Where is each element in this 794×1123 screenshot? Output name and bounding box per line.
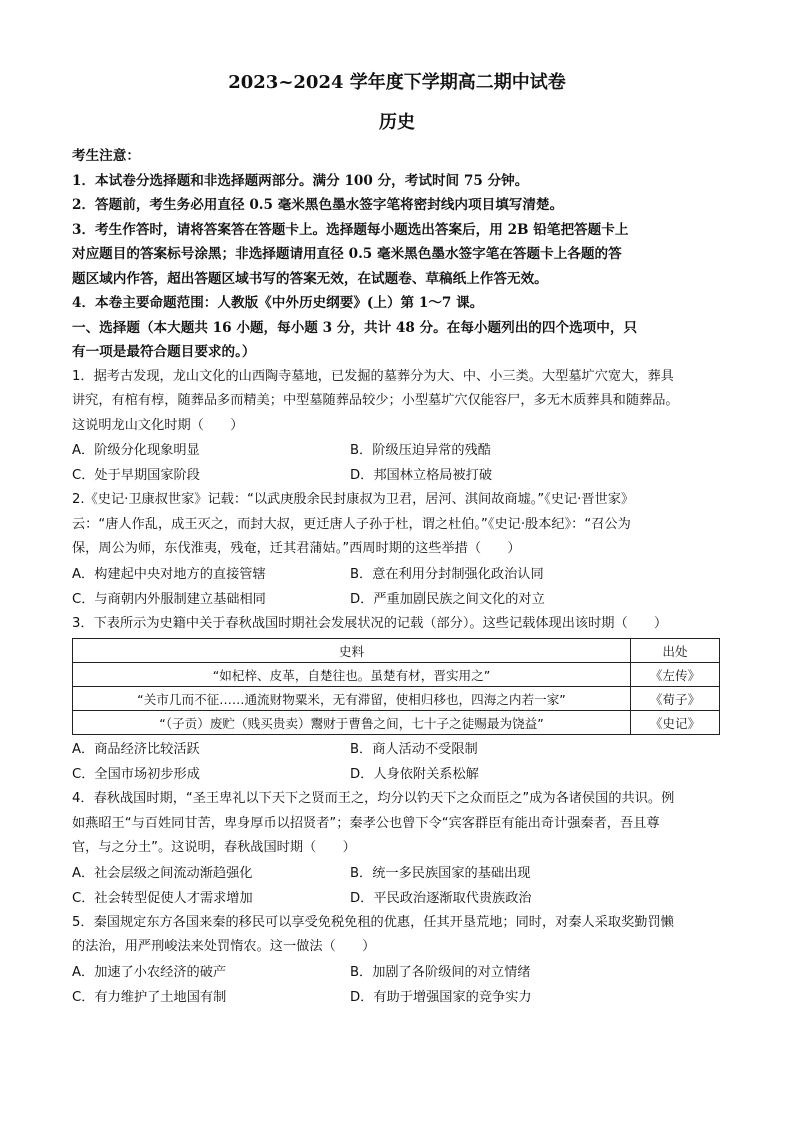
table-header: 史料 <box>73 639 631 663</box>
question-options <box>72 737 722 787</box>
question-2 <box>72 488 722 612</box>
question-5 <box>72 911 722 1010</box>
table-cell: 《史记》 <box>631 711 720 735</box>
table-cell: 《左传》 <box>631 663 720 687</box>
exam-page <box>72 62 722 1010</box>
option-a: A．社会层级之间流动渐趋强化 <box>72 865 253 881</box>
notice-block <box>72 144 722 316</box>
table-row <box>73 663 720 687</box>
notice-line: 3．考生作答时，请将答案答在答题卡上。选择题每小题选出答案后，用 2B 铅笔把答题卡上 <box>72 221 629 238</box>
question-stem-line: 如燕昭王“与百姓同甘苦，卑身厚币以招贤者”；秦孝公也曾下令“宾客群臣有能出奇计强秦者，吾且尊 <box>72 815 660 831</box>
question-options <box>72 960 722 1010</box>
section-heading <box>72 316 722 365</box>
table-row <box>73 687 720 711</box>
notice-line: 对应题目的答案标号涂黑；非选择题请用直径 0.5 毫米黑色墨水签字笔在答题卡上各题的答 <box>72 246 622 262</box>
option-b: B．阶级压迫异常的残酷 <box>350 443 491 458</box>
question-stem-line: 5．秦国规定东方各国来秦的移民可以享受免税免租的优惠，任其开垦荒地；同时，对秦人采取奖勤罚懒 <box>72 914 674 930</box>
notice-line: 4．本卷主要命题范围：人教版《中外历史纲要》(上）第 1～7 课。 <box>72 295 484 311</box>
question-stem-line: 4．春秋战国时期，“圣王卑礼以下天下之贤而王之，均分以钓天下之众而臣之”成为各诸侯国的共识。例 <box>72 791 675 806</box>
option-d: D．邦国林立格局被打破 <box>350 468 493 483</box>
question-3 <box>72 612 722 788</box>
option-a: A．构建起中央对地方的直接管辖 <box>72 566 266 582</box>
question-stem-line: 这说明龙山文化时期（ ） <box>72 417 244 433</box>
option-a: A．阶级分化现象明显 <box>72 443 200 458</box>
table-cell: “关市几而不征……通流财物粟米，无有滞留，使相归移也，四海之内若一家” <box>73 687 631 711</box>
question-4 <box>72 787 722 911</box>
question-stem-line: 官，与之分土”。这说明，春秋战国时期（ ） <box>72 840 356 855</box>
notice-line: 题区域内作答，超出答题区域书写的答案无效，在试题卷、草稿纸上作答无效。 <box>72 270 548 287</box>
subject-title: 历史 <box>379 112 415 133</box>
option-c: C．社会转型促使人才需求增加 <box>72 890 253 906</box>
question-options <box>72 861 722 911</box>
question-stem-line: 讲究，有棺有椁，随葬品多而精美；中型墓随葬品较少；小型墓圹穴仅能容尸，多无木质葬具和随葬品。 <box>72 393 679 408</box>
option-b: B．加剧了各阶级间的对立情绪 <box>350 964 531 980</box>
question-1 <box>72 365 722 489</box>
option-b: B．意在利用分封制强化政治认同 <box>350 566 544 582</box>
section-line: 一、选择题（本大题共 16 小题，每小题 3 分，共计 48 分。在每小题列出的四个选项中，只 <box>72 319 638 336</box>
question-stem-line: 云：“唐人作乱，成王灭之，而封大叔，更迁唐人子孙于杜，谓之杜伯。”《史记·殷本纪》：“召公为 <box>72 516 631 532</box>
option-c: C．处于早期国家阶段 <box>72 468 200 483</box>
question-stem-line: 2.《史记·卫康叔世家》记载：“以武庚殷余民封康叔为卫君，居河、淇间故商墟。”《史记·晋世家》 <box>72 492 635 507</box>
question-stem-line: 3．下表所示为史籍中关于春秋战国时期社会发展状况的记载（部分）。这些记载体现出该时期（ ） <box>72 615 668 631</box>
question-options <box>72 562 722 612</box>
section-line: 有一项是最符合题目要求的。） <box>72 344 256 360</box>
exam-title: 2023~2024 学年度下学期高二期中试卷 <box>228 72 566 93</box>
table-cell: 《荀子》 <box>631 687 720 711</box>
table-header: 出处 <box>631 639 720 663</box>
question-stem-line: 1．据考古发现，龙山文化的山西陶寺墓地，已发掘的墓葬分为大、中、小三类。大型墓圹穴宽大，葬具 <box>72 368 674 384</box>
notice-line: 1．本试卷分选择题和非选择题两部分。满分 100 分，考试时间 75 分钟。 <box>72 172 529 189</box>
table-cell: “如杞梓、皮革，自楚往也。虽楚有材，晋实用之” <box>73 663 631 687</box>
question-stem-line: 的法治，用严刑峻法来处罚惰农。这一做法（ ） <box>72 939 376 954</box>
table-cell: “（子贡）废贮（贱买贵卖）鬻财于曹鲁之间，七十子之徒赐最为饶益” <box>73 711 631 735</box>
option-b: B．统一多民族国家的基础出现 <box>350 865 531 881</box>
question-stem-line: 保，周公为师，东伐淮夷，残奄，迁其君蒲姑。”西周时期的这些举措（ ） <box>72 541 521 556</box>
option-a: A．商品经济比较活跃 <box>72 742 200 757</box>
table-row <box>73 711 720 735</box>
option-b: B．商人活动不受限制 <box>350 742 478 757</box>
option-d: D．严重加剧民族之间文化的对立 <box>350 591 545 607</box>
option-a: A．加速了小农经济的破产 <box>72 964 227 980</box>
table-header-row <box>73 639 720 663</box>
question-options <box>72 438 722 488</box>
option-d: D．平民政治逐渐取代贵族政治 <box>350 890 532 906</box>
notice-heading: 考生注意： <box>72 148 140 164</box>
option-c: C．与商朝内外服制建立基础相同 <box>72 591 266 607</box>
option-d: D．有助于增强国家的竞争实力 <box>350 989 532 1005</box>
notice-line: 2．答题前，考生务必用直径 0.5 毫米黑色墨水签字笔将密封线内项目填写清楚。 <box>72 197 564 213</box>
source-table <box>72 638 720 735</box>
option-d: D．人身依附关系松解 <box>350 767 479 782</box>
option-c: C．有力维护了土地国有制 <box>72 989 227 1005</box>
option-c: C．全国市场初步形成 <box>72 767 200 782</box>
